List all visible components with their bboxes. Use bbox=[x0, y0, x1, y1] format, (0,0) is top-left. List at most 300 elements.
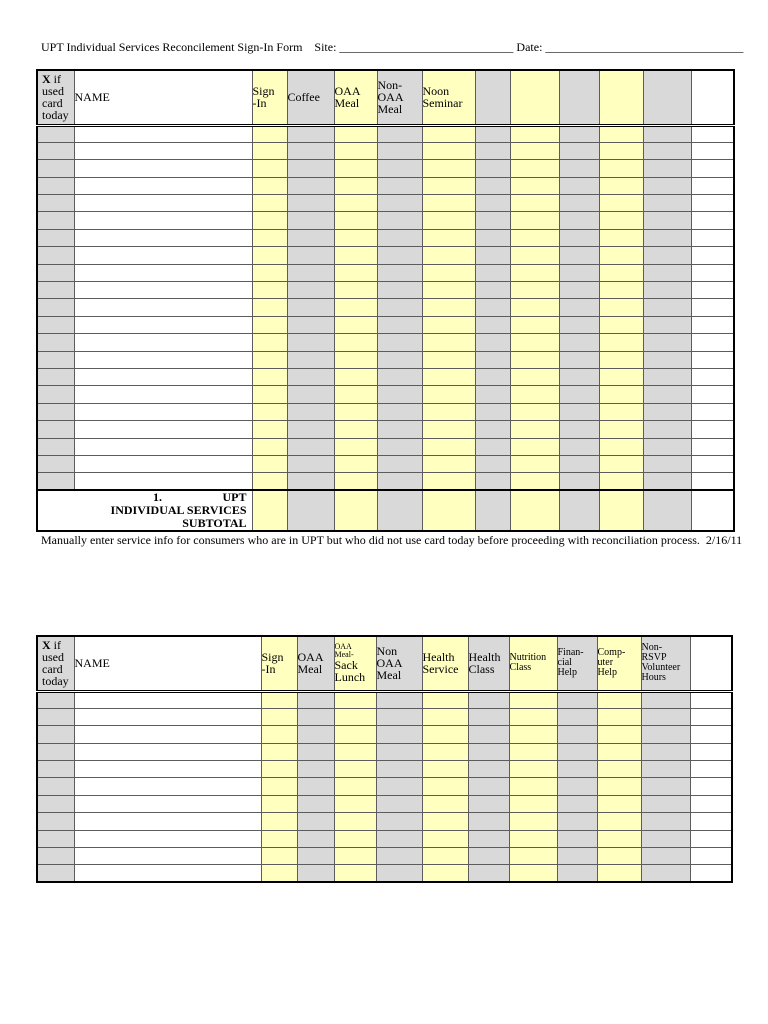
service-cell[interactable] bbox=[690, 691, 732, 708]
service-cell[interactable] bbox=[510, 160, 559, 177]
service-cell[interactable] bbox=[510, 421, 559, 438]
used-card-cell[interactable] bbox=[37, 177, 74, 194]
service-cell[interactable] bbox=[468, 726, 509, 743]
name-cell[interactable] bbox=[74, 830, 261, 847]
service-cell[interactable] bbox=[287, 264, 334, 281]
service-cell[interactable] bbox=[599, 299, 643, 316]
service-cell[interactable] bbox=[510, 351, 559, 368]
service-cell[interactable] bbox=[510, 316, 559, 333]
service-cell[interactable] bbox=[468, 865, 509, 882]
service-cell[interactable] bbox=[377, 229, 422, 246]
site-field[interactable]: Site: _____________________________ bbox=[314, 40, 514, 54]
service-cell[interactable] bbox=[334, 299, 377, 316]
service-cell[interactable] bbox=[690, 865, 732, 882]
service-cell[interactable] bbox=[252, 247, 287, 264]
name-cell[interactable] bbox=[74, 813, 261, 830]
service-cell[interactable] bbox=[287, 438, 334, 455]
service-cell[interactable] bbox=[691, 299, 734, 316]
service-cell[interactable] bbox=[641, 778, 690, 795]
service-cell[interactable] bbox=[334, 438, 377, 455]
used-card-cell[interactable] bbox=[37, 708, 74, 725]
service-cell[interactable] bbox=[599, 125, 643, 142]
service-cell[interactable] bbox=[377, 282, 422, 299]
service-cell[interactable] bbox=[475, 473, 510, 490]
service-cell[interactable] bbox=[643, 351, 691, 368]
service-cell[interactable] bbox=[334, 229, 377, 246]
service-cell[interactable] bbox=[422, 212, 475, 229]
service-cell[interactable] bbox=[422, 142, 475, 159]
service-cell[interactable] bbox=[422, 708, 468, 725]
name-cell[interactable] bbox=[74, 403, 252, 420]
service-cell[interactable] bbox=[468, 691, 509, 708]
service-cell[interactable] bbox=[599, 177, 643, 194]
service-cell[interactable] bbox=[599, 351, 643, 368]
used-card-cell[interactable] bbox=[37, 264, 74, 281]
service-cell[interactable] bbox=[510, 334, 559, 351]
service-cell[interactable] bbox=[287, 229, 334, 246]
service-cell[interactable] bbox=[422, 795, 468, 812]
service-cell[interactable] bbox=[597, 708, 641, 725]
service-cell[interactable] bbox=[690, 726, 732, 743]
service-cell[interactable] bbox=[297, 726, 334, 743]
service-cell[interactable] bbox=[643, 282, 691, 299]
service-cell[interactable] bbox=[557, 743, 597, 760]
subtotal-cell[interactable] bbox=[334, 490, 377, 531]
service-cell[interactable] bbox=[422, 229, 475, 246]
service-cell[interactable] bbox=[597, 795, 641, 812]
service-cell[interactable] bbox=[643, 229, 691, 246]
name-cell[interactable] bbox=[74, 160, 252, 177]
service-cell[interactable] bbox=[691, 247, 734, 264]
service-cell[interactable] bbox=[690, 708, 732, 725]
name-cell[interactable] bbox=[74, 865, 261, 882]
service-cell[interactable] bbox=[475, 229, 510, 246]
service-cell[interactable] bbox=[422, 455, 475, 472]
service-cell[interactable] bbox=[422, 160, 475, 177]
service-cell[interactable] bbox=[287, 368, 334, 385]
service-cell[interactable] bbox=[643, 386, 691, 403]
service-cell[interactable] bbox=[510, 177, 559, 194]
used-card-cell[interactable] bbox=[37, 212, 74, 229]
service-cell[interactable] bbox=[475, 212, 510, 229]
service-cell[interactable] bbox=[475, 316, 510, 333]
service-cell[interactable] bbox=[468, 830, 509, 847]
service-cell[interactable] bbox=[559, 177, 599, 194]
service-cell[interactable] bbox=[557, 708, 597, 725]
service-cell[interactable] bbox=[377, 142, 422, 159]
name-cell[interactable] bbox=[74, 177, 252, 194]
service-cell[interactable] bbox=[376, 761, 422, 778]
name-cell[interactable] bbox=[74, 299, 252, 316]
used-card-cell[interactable] bbox=[37, 778, 74, 795]
name-cell[interactable] bbox=[74, 125, 252, 142]
service-cell[interactable] bbox=[599, 160, 643, 177]
service-cell[interactable] bbox=[475, 264, 510, 281]
date-field[interactable]: Date: _________________________________ bbox=[516, 40, 744, 54]
service-cell[interactable] bbox=[252, 177, 287, 194]
service-cell[interactable] bbox=[334, 177, 377, 194]
service-cell[interactable] bbox=[422, 848, 468, 865]
service-cell[interactable] bbox=[376, 691, 422, 708]
service-cell[interactable] bbox=[297, 865, 334, 882]
service-cell[interactable] bbox=[599, 455, 643, 472]
service-cell[interactable] bbox=[599, 316, 643, 333]
service-cell[interactable] bbox=[261, 848, 297, 865]
service-cell[interactable] bbox=[559, 125, 599, 142]
service-cell[interactable] bbox=[377, 177, 422, 194]
service-cell[interactable] bbox=[422, 264, 475, 281]
service-cell[interactable] bbox=[422, 830, 468, 847]
used-card-cell[interactable] bbox=[37, 282, 74, 299]
service-cell[interactable] bbox=[377, 247, 422, 264]
service-cell[interactable] bbox=[509, 795, 557, 812]
service-cell[interactable] bbox=[475, 125, 510, 142]
service-cell[interactable] bbox=[287, 455, 334, 472]
service-cell[interactable] bbox=[599, 473, 643, 490]
service-cell[interactable] bbox=[643, 316, 691, 333]
service-cell[interactable] bbox=[559, 421, 599, 438]
service-cell[interactable] bbox=[287, 212, 334, 229]
service-cell[interactable] bbox=[376, 813, 422, 830]
service-cell[interactable] bbox=[287, 247, 334, 264]
service-cell[interactable] bbox=[475, 421, 510, 438]
service-cell[interactable] bbox=[297, 708, 334, 725]
service-cell[interactable] bbox=[422, 778, 468, 795]
service-cell[interactable] bbox=[377, 455, 422, 472]
service-cell[interactable] bbox=[261, 830, 297, 847]
service-cell[interactable] bbox=[597, 778, 641, 795]
service-cell[interactable] bbox=[599, 421, 643, 438]
name-cell[interactable] bbox=[74, 368, 252, 385]
service-cell[interactable] bbox=[422, 761, 468, 778]
subtotal-cell[interactable] bbox=[643, 490, 691, 531]
service-cell[interactable] bbox=[643, 247, 691, 264]
service-cell[interactable] bbox=[510, 438, 559, 455]
service-cell[interactable] bbox=[376, 726, 422, 743]
service-cell[interactable] bbox=[334, 778, 376, 795]
service-cell[interactable] bbox=[377, 264, 422, 281]
service-cell[interactable] bbox=[475, 351, 510, 368]
service-cell[interactable] bbox=[510, 247, 559, 264]
service-cell[interactable] bbox=[643, 299, 691, 316]
subtotal-cell[interactable] bbox=[510, 490, 559, 531]
service-cell[interactable] bbox=[599, 368, 643, 385]
service-cell[interactable] bbox=[641, 795, 690, 812]
used-card-cell[interactable] bbox=[37, 334, 74, 351]
service-cell[interactable] bbox=[475, 299, 510, 316]
service-cell[interactable] bbox=[510, 142, 559, 159]
service-cell[interactable] bbox=[641, 743, 690, 760]
service-cell[interactable] bbox=[691, 195, 734, 212]
service-cell[interactable] bbox=[252, 421, 287, 438]
service-cell[interactable] bbox=[509, 865, 557, 882]
service-cell[interactable] bbox=[334, 726, 376, 743]
service-cell[interactable] bbox=[287, 421, 334, 438]
service-cell[interactable] bbox=[597, 743, 641, 760]
subtotal-cell[interactable] bbox=[252, 490, 287, 531]
service-cell[interactable] bbox=[287, 282, 334, 299]
service-cell[interactable] bbox=[422, 351, 475, 368]
service-cell[interactable] bbox=[377, 334, 422, 351]
service-cell[interactable] bbox=[422, 316, 475, 333]
service-cell[interactable] bbox=[334, 316, 377, 333]
name-cell[interactable] bbox=[74, 351, 252, 368]
service-cell[interactable] bbox=[509, 830, 557, 847]
service-cell[interactable] bbox=[334, 473, 377, 490]
service-cell[interactable] bbox=[252, 195, 287, 212]
service-cell[interactable] bbox=[599, 229, 643, 246]
service-cell[interactable] bbox=[559, 299, 599, 316]
service-cell[interactable] bbox=[252, 438, 287, 455]
service-cell[interactable] bbox=[252, 142, 287, 159]
service-cell[interactable] bbox=[252, 403, 287, 420]
service-cell[interactable] bbox=[557, 848, 597, 865]
service-cell[interactable] bbox=[475, 247, 510, 264]
used-card-cell[interactable] bbox=[37, 125, 74, 142]
service-cell[interactable] bbox=[261, 691, 297, 708]
name-cell[interactable] bbox=[74, 778, 261, 795]
service-cell[interactable] bbox=[597, 761, 641, 778]
service-cell[interactable] bbox=[509, 813, 557, 830]
service-cell[interactable] bbox=[559, 438, 599, 455]
name-cell[interactable] bbox=[74, 421, 252, 438]
service-cell[interactable] bbox=[691, 229, 734, 246]
service-cell[interactable] bbox=[422, 473, 475, 490]
service-cell[interactable] bbox=[334, 264, 377, 281]
service-cell[interactable] bbox=[334, 865, 376, 882]
service-cell[interactable] bbox=[510, 473, 559, 490]
used-card-cell[interactable] bbox=[37, 368, 74, 385]
service-cell[interactable] bbox=[559, 316, 599, 333]
service-cell[interactable] bbox=[557, 726, 597, 743]
service-cell[interactable] bbox=[559, 455, 599, 472]
service-cell[interactable] bbox=[643, 264, 691, 281]
service-cell[interactable] bbox=[690, 848, 732, 865]
subtotal-cell[interactable] bbox=[691, 490, 734, 531]
service-cell[interactable] bbox=[643, 142, 691, 159]
service-cell[interactable] bbox=[377, 421, 422, 438]
service-cell[interactable] bbox=[643, 125, 691, 142]
service-cell[interactable] bbox=[475, 386, 510, 403]
service-cell[interactable] bbox=[557, 795, 597, 812]
service-cell[interactable] bbox=[510, 195, 559, 212]
used-card-cell[interactable] bbox=[37, 351, 74, 368]
used-card-cell[interactable] bbox=[37, 421, 74, 438]
service-cell[interactable] bbox=[377, 316, 422, 333]
used-card-cell[interactable] bbox=[37, 386, 74, 403]
service-cell[interactable] bbox=[297, 778, 334, 795]
service-cell[interactable] bbox=[287, 351, 334, 368]
service-cell[interactable] bbox=[597, 813, 641, 830]
service-cell[interactable] bbox=[334, 830, 376, 847]
service-cell[interactable] bbox=[377, 195, 422, 212]
service-cell[interactable] bbox=[599, 195, 643, 212]
service-cell[interactable] bbox=[690, 795, 732, 812]
name-cell[interactable] bbox=[74, 455, 252, 472]
used-card-cell[interactable] bbox=[37, 726, 74, 743]
service-cell[interactable] bbox=[252, 229, 287, 246]
service-cell[interactable] bbox=[252, 160, 287, 177]
service-cell[interactable] bbox=[475, 438, 510, 455]
service-cell[interactable] bbox=[334, 708, 376, 725]
service-cell[interactable] bbox=[334, 247, 377, 264]
service-cell[interactable] bbox=[641, 813, 690, 830]
service-cell[interactable] bbox=[334, 386, 377, 403]
service-cell[interactable] bbox=[509, 726, 557, 743]
used-card-cell[interactable] bbox=[37, 761, 74, 778]
service-cell[interactable] bbox=[475, 142, 510, 159]
service-cell[interactable] bbox=[475, 455, 510, 472]
service-cell[interactable] bbox=[475, 160, 510, 177]
used-card-cell[interactable] bbox=[37, 813, 74, 830]
service-cell[interactable] bbox=[376, 743, 422, 760]
service-cell[interactable] bbox=[643, 195, 691, 212]
service-cell[interactable] bbox=[422, 865, 468, 882]
service-cell[interactable] bbox=[690, 830, 732, 847]
service-cell[interactable] bbox=[643, 403, 691, 420]
subtotal-cell[interactable] bbox=[287, 490, 334, 531]
service-cell[interactable] bbox=[377, 212, 422, 229]
service-cell[interactable] bbox=[691, 177, 734, 194]
used-card-cell[interactable] bbox=[37, 473, 74, 490]
service-cell[interactable] bbox=[643, 334, 691, 351]
service-cell[interactable] bbox=[252, 386, 287, 403]
service-cell[interactable] bbox=[597, 726, 641, 743]
service-cell[interactable] bbox=[376, 708, 422, 725]
service-cell[interactable] bbox=[334, 813, 376, 830]
service-cell[interactable] bbox=[509, 778, 557, 795]
service-cell[interactable] bbox=[252, 351, 287, 368]
service-cell[interactable] bbox=[691, 403, 734, 420]
service-cell[interactable] bbox=[334, 195, 377, 212]
service-cell[interactable] bbox=[510, 455, 559, 472]
service-cell[interactable] bbox=[422, 282, 475, 299]
service-cell[interactable] bbox=[691, 368, 734, 385]
service-cell[interactable] bbox=[334, 282, 377, 299]
service-cell[interactable] bbox=[377, 125, 422, 142]
service-cell[interactable] bbox=[377, 386, 422, 403]
service-cell[interactable] bbox=[468, 761, 509, 778]
service-cell[interactable] bbox=[691, 316, 734, 333]
service-cell[interactable] bbox=[690, 778, 732, 795]
service-cell[interactable] bbox=[559, 264, 599, 281]
service-cell[interactable] bbox=[510, 282, 559, 299]
service-cell[interactable] bbox=[557, 813, 597, 830]
used-card-cell[interactable] bbox=[37, 691, 74, 708]
service-cell[interactable] bbox=[557, 761, 597, 778]
service-cell[interactable] bbox=[422, 421, 475, 438]
service-cell[interactable] bbox=[510, 212, 559, 229]
service-cell[interactable] bbox=[559, 212, 599, 229]
service-cell[interactable] bbox=[287, 334, 334, 351]
service-cell[interactable] bbox=[559, 473, 599, 490]
service-cell[interactable] bbox=[422, 368, 475, 385]
service-cell[interactable] bbox=[559, 351, 599, 368]
service-cell[interactable] bbox=[287, 473, 334, 490]
name-cell[interactable] bbox=[74, 334, 252, 351]
service-cell[interactable] bbox=[334, 403, 377, 420]
service-cell[interactable] bbox=[510, 403, 559, 420]
service-cell[interactable] bbox=[510, 125, 559, 142]
service-cell[interactable] bbox=[422, 743, 468, 760]
service-cell[interactable] bbox=[297, 743, 334, 760]
name-cell[interactable] bbox=[74, 386, 252, 403]
service-cell[interactable] bbox=[377, 438, 422, 455]
service-cell[interactable] bbox=[334, 761, 376, 778]
service-cell[interactable] bbox=[376, 865, 422, 882]
service-cell[interactable] bbox=[261, 813, 297, 830]
service-cell[interactable] bbox=[641, 761, 690, 778]
used-card-cell[interactable] bbox=[37, 403, 74, 420]
used-card-cell[interactable] bbox=[37, 160, 74, 177]
name-cell[interactable] bbox=[74, 473, 252, 490]
used-card-cell[interactable] bbox=[37, 229, 74, 246]
service-cell[interactable] bbox=[297, 830, 334, 847]
service-cell[interactable] bbox=[468, 813, 509, 830]
name-cell[interactable] bbox=[74, 761, 261, 778]
service-cell[interactable] bbox=[643, 473, 691, 490]
used-card-cell[interactable] bbox=[37, 142, 74, 159]
service-cell[interactable] bbox=[643, 212, 691, 229]
service-cell[interactable] bbox=[643, 455, 691, 472]
service-cell[interactable] bbox=[690, 743, 732, 760]
used-card-cell[interactable] bbox=[37, 247, 74, 264]
service-cell[interactable] bbox=[599, 247, 643, 264]
name-cell[interactable] bbox=[74, 195, 252, 212]
service-cell[interactable] bbox=[559, 142, 599, 159]
service-cell[interactable] bbox=[334, 368, 377, 385]
service-cell[interactable] bbox=[475, 368, 510, 385]
used-card-cell[interactable] bbox=[37, 299, 74, 316]
service-cell[interactable] bbox=[597, 691, 641, 708]
service-cell[interactable] bbox=[422, 334, 475, 351]
service-cell[interactable] bbox=[599, 403, 643, 420]
service-cell[interactable] bbox=[641, 691, 690, 708]
service-cell[interactable] bbox=[422, 299, 475, 316]
service-cell[interactable] bbox=[252, 299, 287, 316]
service-cell[interactable] bbox=[599, 264, 643, 281]
service-cell[interactable] bbox=[475, 282, 510, 299]
service-cell[interactable] bbox=[297, 691, 334, 708]
subtotal-cell[interactable] bbox=[599, 490, 643, 531]
service-cell[interactable] bbox=[334, 848, 376, 865]
service-cell[interactable] bbox=[599, 282, 643, 299]
name-cell[interactable] bbox=[74, 247, 252, 264]
service-cell[interactable] bbox=[509, 743, 557, 760]
service-cell[interactable] bbox=[597, 830, 641, 847]
service-cell[interactable] bbox=[377, 351, 422, 368]
service-cell[interactable] bbox=[376, 848, 422, 865]
service-cell[interactable] bbox=[334, 160, 377, 177]
service-cell[interactable] bbox=[422, 813, 468, 830]
service-cell[interactable] bbox=[557, 778, 597, 795]
service-cell[interactable] bbox=[468, 795, 509, 812]
service-cell[interactable] bbox=[510, 229, 559, 246]
subtotal-cell[interactable] bbox=[422, 490, 475, 531]
name-cell[interactable] bbox=[74, 708, 261, 725]
service-cell[interactable] bbox=[287, 195, 334, 212]
service-cell[interactable] bbox=[691, 212, 734, 229]
service-cell[interactable] bbox=[261, 743, 297, 760]
service-cell[interactable] bbox=[691, 455, 734, 472]
used-card-cell[interactable] bbox=[37, 316, 74, 333]
service-cell[interactable] bbox=[557, 830, 597, 847]
subtotal-cell[interactable] bbox=[377, 490, 422, 531]
service-cell[interactable] bbox=[252, 473, 287, 490]
used-card-cell[interactable] bbox=[37, 743, 74, 760]
name-cell[interactable] bbox=[74, 848, 261, 865]
name-cell[interactable] bbox=[74, 438, 252, 455]
